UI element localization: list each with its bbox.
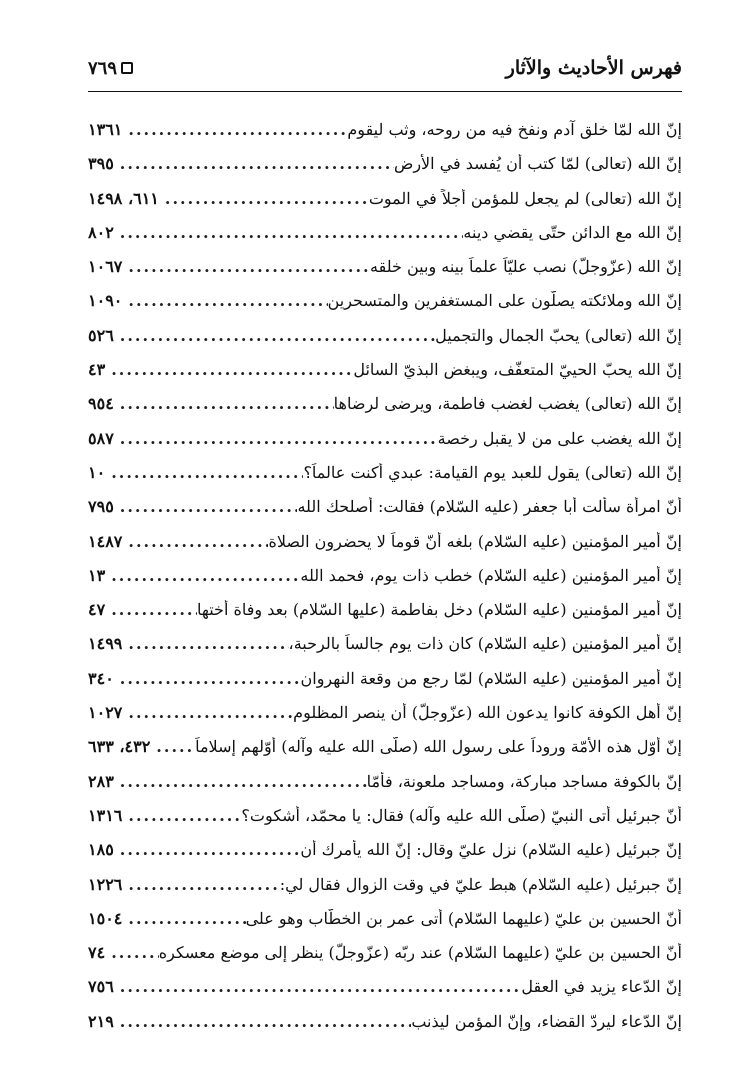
dot-leader bbox=[105, 943, 159, 962]
entry-page-ref: ١٥٠٤ bbox=[88, 908, 123, 928]
index-entry bbox=[88, 977, 682, 1011]
entry-page-ref: ٣٤٠ bbox=[88, 668, 114, 688]
dot-leader bbox=[122, 909, 245, 928]
index-entry bbox=[88, 806, 682, 840]
dot-leader bbox=[114, 394, 334, 413]
entry-text: إنّ الله (تعالى) لم يجعل للمؤمن أجلاً في الموت bbox=[368, 188, 682, 208]
dot-leader bbox=[122, 257, 370, 276]
dot-leader bbox=[114, 497, 298, 516]
entry-text: إنّ الله (تعالى) يغضب لغضب فاطمة، ويرضى لرضاها bbox=[333, 394, 682, 414]
entry-text: إنّ جبرئيل (عليه السّلام) هبط عليّ في وقت الزوال فقال لي: bbox=[279, 874, 682, 894]
dot-leader bbox=[105, 566, 300, 585]
entry-text: إنّ أمير المؤمنين (عليه السّلام) خطب ذات يوم، فحمد الله bbox=[300, 565, 682, 585]
index-entry bbox=[88, 429, 682, 463]
index-entry bbox=[88, 291, 682, 325]
entry-text: إنّ أوّل هذه الأمّة وروداً على رسول الله (صلّى الله عليه وآله) أوّلهم إسلاماً bbox=[195, 737, 682, 757]
entry-text: إنّ الله (تعالى) لمّا كتب أن يُفسد في الأرض bbox=[393, 154, 682, 174]
entry-page-ref: ٤٧ bbox=[88, 600, 106, 620]
entry-text: إنّ أهل الكوفة كانوا يدعون الله (عزّوجلّ) أن ينصر المظلوم bbox=[293, 703, 682, 723]
entry-page-ref: ١٠٩٠ bbox=[88, 291, 123, 311]
entry-page-ref: ١٣٦١ bbox=[88, 120, 123, 139]
entry-text: أنّ امرأة سألت أبا جعفر (عليه السّلام) فقالت: أصلحك الله bbox=[297, 497, 682, 517]
entry-page-ref: ٧٤ bbox=[88, 943, 106, 963]
entry-text: إنّ الله (تعالى) يقول للعبد يوم القيامة: عبدي أكنت عالماً؟ bbox=[303, 462, 682, 482]
entry-text: إنّ أمير المؤمنين (عليه السّلام) كان ذات يوم جالساً بالرحبة، bbox=[288, 634, 682, 654]
index-entry bbox=[88, 154, 682, 188]
index-entry bbox=[88, 634, 682, 668]
entry-text: إنّ الله (عزّوجلّ) نصب عليّاً علماً بينه وبين خلقه bbox=[370, 257, 682, 277]
entry-page-ref: ٤٣ bbox=[88, 360, 106, 380]
entry-text: إنّ الله يغضب على من لا يقبل رخصة bbox=[437, 428, 682, 448]
dot-leader bbox=[114, 840, 301, 859]
page-number: ٧٦٩ bbox=[88, 57, 118, 79]
entry-text: إنّ أمير المؤمنين (عليه السّلام) لمّا رجع من وقعة النهروان bbox=[300, 668, 682, 688]
dot-leader bbox=[114, 772, 367, 791]
running-title: فهرس الأحاديث والآثار bbox=[505, 57, 682, 79]
entry-page-ref: ١٠٢٧ bbox=[88, 703, 123, 723]
index-entry bbox=[88, 120, 682, 154]
index-entry bbox=[88, 532, 682, 566]
index-entry bbox=[88, 875, 682, 909]
dot-leader bbox=[159, 189, 369, 208]
entry-page-ref: ٥٨٧ bbox=[88, 428, 114, 448]
dot-leader bbox=[114, 669, 301, 688]
index-entry bbox=[88, 1012, 682, 1046]
entry-page-ref: ١٣ bbox=[88, 565, 106, 585]
entry-page-ref: ٩٥٤ bbox=[88, 394, 114, 414]
entry-page-ref: ١٢٢٦ bbox=[88, 874, 123, 894]
entry-text: إنّ الله يحبّ الحييّ المتعفّف، ويبغض البذيّ السائل bbox=[353, 360, 682, 380]
entry-page-ref: ١٤٨٧ bbox=[88, 531, 123, 551]
entry-text: إنّ الله مع الدائن حتّى يقضي دينه bbox=[463, 222, 682, 242]
entry-page-ref: ٨٠٢ bbox=[88, 222, 114, 242]
dot-leader bbox=[114, 1012, 412, 1031]
dot-leader bbox=[105, 600, 197, 619]
entry-text: إنّ جبرئيل (عليه السّلام) نزل عليّ وقال: إنّ الله يأمرك أن bbox=[300, 840, 682, 860]
dot-leader bbox=[105, 463, 303, 482]
dot-leader bbox=[114, 154, 394, 173]
entry-page-ref: ٤٣٢، ٦٣٣ bbox=[88, 737, 151, 757]
index-entry bbox=[88, 189, 682, 223]
index-entry bbox=[88, 840, 682, 874]
entry-page-ref: ١٠ bbox=[88, 462, 106, 482]
entry-page-ref: ١٠٦٧ bbox=[88, 257, 123, 277]
entry-text: أنّ جبرئيل أتى النبيّ (صلّى الله عليه وآله) فقال: يا محمّد، أشكوت؟ bbox=[241, 805, 682, 825]
entry-text: إنّ الله وملائكته يصلّون على المستغفرين والمتسحرين bbox=[327, 291, 682, 311]
entry-page-ref: ٧٩٥ bbox=[88, 497, 114, 517]
entry-page-ref: ٦١١، ١٤٩٨ bbox=[88, 188, 159, 208]
index-entry bbox=[88, 326, 682, 360]
dot-leader bbox=[114, 977, 522, 996]
dot-leader bbox=[150, 737, 195, 756]
index-entry bbox=[88, 909, 682, 943]
dot-leader bbox=[122, 634, 288, 653]
index-entry bbox=[88, 943, 682, 977]
index-entry bbox=[88, 463, 682, 497]
entry-text: إنّ الدّعاء يزيد في العقل bbox=[521, 977, 682, 997]
dot-leader bbox=[114, 223, 464, 242]
entry-text: إنّ أمير المؤمنين (عليه السّلام) دخل بفاطمة (عليها السّلام) بعد وفاة أختها bbox=[196, 600, 682, 620]
page-number-group bbox=[88, 58, 133, 79]
entry-text: إنّ الدّعاء ليردّ القضاء، وإنّ المؤمن ليذنب bbox=[411, 1011, 682, 1031]
entry-page-ref: ٥٢٦ bbox=[88, 325, 114, 345]
dot-leader bbox=[114, 326, 435, 345]
dot-leader bbox=[105, 360, 353, 379]
dot-leader bbox=[122, 291, 327, 310]
index-entry bbox=[88, 703, 682, 737]
entry-page-ref: ٢١٩ bbox=[88, 1011, 114, 1031]
page-box-icon bbox=[121, 62, 133, 74]
dot-leader bbox=[122, 120, 347, 139]
entry-page-ref: ١٤٩٩ bbox=[88, 634, 123, 654]
dot-leader bbox=[114, 429, 438, 448]
entry-text: إنّ الله (تعالى) يحبّ الجمال والتجميل bbox=[435, 325, 682, 345]
index-entry bbox=[88, 394, 682, 428]
index-entry bbox=[88, 497, 682, 531]
index-entry bbox=[88, 600, 682, 634]
entry-page-ref: ٣٩٥ bbox=[88, 154, 114, 174]
dot-leader bbox=[122, 532, 268, 551]
entry-text: إنّ أمير المؤمنين (عليه السّلام) بلغه أنّ قوماً لا يحضرون الصلاة bbox=[268, 531, 682, 551]
entry-page-ref: ١٨٥ bbox=[88, 840, 114, 860]
index-entry bbox=[88, 669, 682, 703]
index-entry bbox=[88, 737, 682, 771]
dot-leader bbox=[122, 703, 293, 722]
index-entry bbox=[88, 223, 682, 257]
dot-leader bbox=[122, 875, 279, 894]
entry-text: أنّ الحسين بن عليّ (عليهما السّلام) عند ربّه (عزّوجلّ) ينظر إلى موضع معسكره bbox=[158, 943, 682, 963]
header-rule bbox=[88, 91, 682, 92]
entry-page-ref: ١٣١٦ bbox=[88, 805, 123, 825]
index-entry bbox=[88, 772, 682, 806]
entry-page-ref: ٧٥٦ bbox=[88, 977, 114, 997]
entry-text: أنّ الحسين بن عليّ (عليهما السّلام) أتى عمر بن الخطّاب وهو على bbox=[245, 908, 682, 928]
entry-text: إنّ بالكوفة مساجد مباركة، ومساجد ملعونة، فأمّا bbox=[366, 771, 682, 791]
index-entry bbox=[88, 566, 682, 600]
page-header bbox=[88, 48, 682, 88]
index-entry bbox=[88, 257, 682, 291]
entry-text: إنّ الله لمّا خلق آدم ونفخ فيه من روحه، وثب ليقوم bbox=[347, 120, 682, 139]
index-entry bbox=[88, 360, 682, 394]
entry-page-ref: ٢٨٣ bbox=[88, 771, 114, 791]
dot-leader bbox=[122, 806, 241, 825]
index-entries bbox=[88, 120, 682, 1046]
